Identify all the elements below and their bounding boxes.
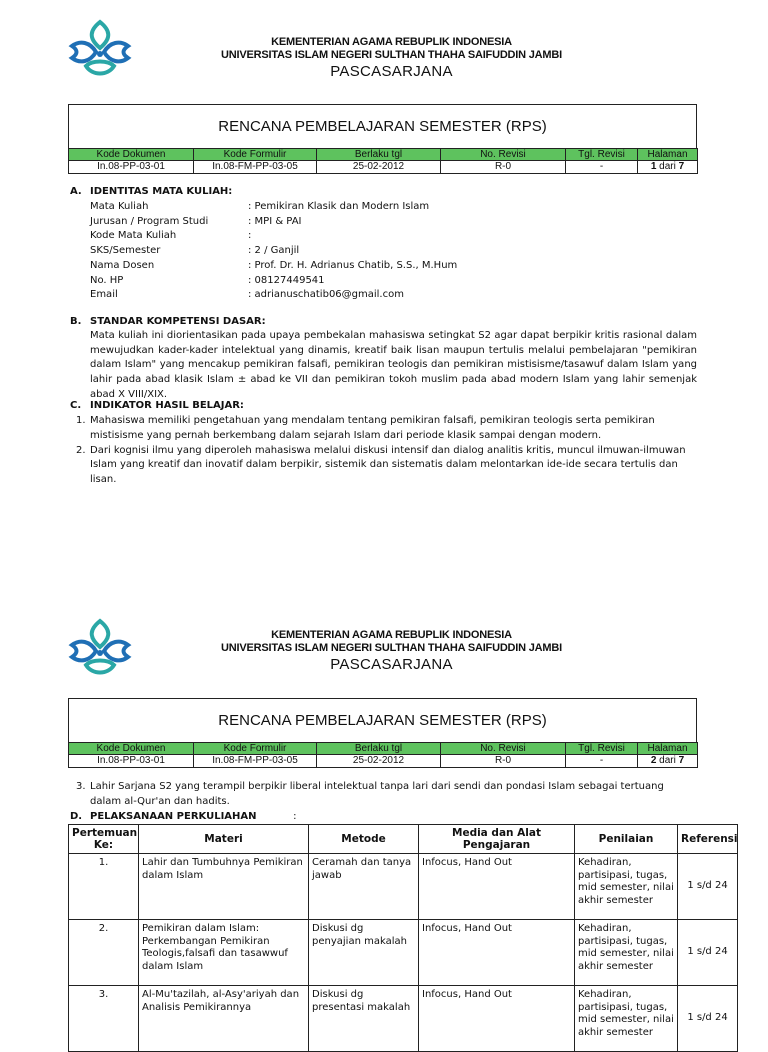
reference-cell: 1 s/d 24	[678, 854, 738, 920]
document-info-table	[68, 742, 698, 768]
document-title: RENCANA PEMBELAJARAN SEMESTER (RPS)	[68, 698, 697, 743]
valid-date: 25-02-2012	[317, 755, 441, 768]
table-row	[69, 920, 738, 986]
doc-col-header: Halaman	[638, 743, 698, 755]
section-b-title: B. STANDAR KOMPETENSI DASAR:	[70, 316, 266, 327]
method-cell: Ceramah dan tanya jawab	[309, 854, 419, 920]
document-info-value-row	[69, 161, 698, 174]
form-code: In.08-FM-PP-03-05	[194, 161, 317, 174]
media-cell: Infocus, Hand Out	[419, 854, 575, 920]
identity-row: Email : adrianuschatib06@gmail.com	[90, 289, 404, 301]
revision-date: -	[566, 161, 638, 174]
reference-cell: 1 s/d 24	[678, 920, 738, 986]
doc-col-header: Tgl. Revisi	[566, 743, 638, 755]
sched-col-header: Referensi	[678, 825, 738, 854]
document-info-header-row	[69, 743, 698, 755]
doc-col-header: Kode Formulir	[194, 743, 317, 755]
competency-paragraph: Mata kuliah ini diorientasikan pada upaya pembekalan mahasiswa setingkat S2 agar dapat berpikir kritis rasional dalam mewujudkan kader-kader intelektual yang dinamis, kreatif baik lisan maupun tertulis melalui pembelajaran "pemikiran dalam Islam" yang mencakup pemikiran falsafi, pemikiran teologis dan pemikiran mistisisme/tasawuf dalam Islam yang lahir pada abad klasik Islam ± abad ke VII dan pemikiran tokoh muslim pada abad modern Islam yang lahir semenjak abad X VIII/XIX.	[90, 330, 697, 400]
page-number: 1 dari 7	[638, 161, 698, 174]
faculty-title: PASCASARJANA	[330, 63, 453, 80]
document-info-value-row	[69, 755, 698, 768]
section-a-title: A. IDENTITAS MATA KULIAH:	[70, 186, 233, 197]
schedule-header-row	[69, 825, 738, 854]
sched-col-header: Pertemuan Ke:	[69, 825, 139, 854]
table-row	[69, 986, 738, 1052]
document-title: RENCANA PEMBELAJARAN SEMESTER (RPS)	[68, 104, 697, 149]
doc-code: In.08-PP-03-01	[69, 755, 194, 768]
doc-col-header: Berlaku tgl	[317, 149, 441, 161]
meeting-number: 3.	[69, 986, 139, 1052]
method-cell: Diskusi dg presentasi makalah	[309, 986, 419, 1052]
identity-row: Jurusan / Program Studi : MPI & PAI	[90, 215, 302, 227]
sched-col-header: Media dan Alat Pengajaran	[419, 825, 575, 854]
form-code: In.08-FM-PP-03-05	[194, 755, 317, 768]
doc-col-header: No. Revisi	[441, 743, 566, 755]
assessment-cell: Kehadiran, partisipasi, tugas, mid semester, nilai akhir semester	[575, 920, 678, 986]
university-title: UNIVERSITAS ISLAM NEGERI SULTHAN THAHA SAIFUDDIN JAMBI	[220, 642, 562, 654]
section-c-title: C. INDIKATOR HASIL BELAJAR:	[70, 400, 244, 411]
sched-col-header: Penilaian	[575, 825, 678, 854]
page-number: 2 dari 7	[638, 755, 698, 768]
indicator-item: 2. Dari kognisi ilmu yang diperoleh mahasiswa melalui diskusi intensif dan dialog analitis kritis, muncul ilmuwan-ilmuwan Islam yang kreatif dan inovatif dalam berpikir, sistemik dan sistematis dalam melontarkan ide-ide secara tertulis dan lisan.	[76, 444, 686, 485]
revision-no: R-0	[441, 755, 566, 768]
material-cell: Pemikiran dalam Islam: Perkembangan Pemikiran Teologis,falsafi dan tasawwuf dalam Islam	[139, 920, 309, 986]
page-2	[0, 597, 768, 1038]
identity-row: Kode Mata Kuliah :	[90, 230, 252, 242]
identity-row: Nama Dosen : Prof. Dr. H. Adrianus Chatib, S.S., M.Hum	[90, 259, 458, 271]
faculty-title: PASCASARJANA	[330, 656, 453, 673]
meeting-number: 1.	[69, 854, 139, 920]
doc-code: In.08-PP-03-01	[69, 161, 194, 174]
sched-col-header: Metode	[309, 825, 419, 854]
schedule-table	[68, 824, 738, 1052]
doc-col-header: Kode Formulir	[194, 149, 317, 161]
media-cell: Infocus, Hand Out	[419, 986, 575, 1052]
identity-row: Mata Kuliah : Pemikiran Klasik dan Modern Islam	[90, 201, 430, 212]
assessment-cell: Kehadiran, partisipasi, tugas, mid semester, nilai akhir semester	[575, 854, 678, 920]
table-row	[69, 854, 738, 920]
doc-col-header: Kode Dokumen	[69, 743, 194, 755]
sched-col-header: Materi	[139, 825, 309, 854]
indicator-item: 1. Mahasiswa memiliki pengetahuan yang mendalam tentang pemikiran falsafi, pemikiran teologis serta pemikiran mistisisme yang pernah berkembang dalam sejarah Islam dari periode klasik sampai dengan modern.	[76, 415, 655, 441]
identity-row: No. HP : 08127449541	[90, 274, 325, 286]
document-info-table	[68, 148, 698, 174]
university-logo-icon	[66, 16, 134, 84]
media-cell: Infocus, Hand Out	[419, 920, 575, 986]
material-cell: Al-Mu'tazilah, al-Asy'ariyah dan Analisis Pemikirannya	[139, 986, 309, 1052]
ministry-title: KEMENTERIAN AGAMA REBUPLIK INDONESIA	[271, 629, 512, 641]
doc-col-header: No. Revisi	[441, 149, 566, 161]
reference-cell: 1 s/d 24	[678, 986, 738, 1052]
revision-date: -	[566, 755, 638, 768]
valid-date: 25-02-2012	[317, 161, 441, 174]
meeting-number: 2.	[69, 920, 139, 986]
university-logo-icon	[66, 615, 134, 683]
document-info-header-row	[69, 149, 698, 161]
indicator-item: 3. Lahir Sarjana S2 yang terampil berpikir liberal intelektual tanpa lari dari sendi dan pondasi Islam sebagai tertuang dalam al-Qur'an dan hadits.	[76, 781, 664, 807]
doc-col-header: Kode Dokumen	[69, 149, 194, 161]
university-title: UNIVERSITAS ISLAM NEGERI SULTHAN THAHA SAIFUDDIN JAMBI	[220, 49, 562, 61]
identity-row: SKS/Semester : 2 / Ganjil	[90, 245, 300, 257]
assessment-cell: Kehadiran, partisipasi, tugas, mid semester, nilai akhir semester	[575, 986, 678, 1052]
doc-col-header: Tgl. Revisi	[566, 149, 638, 161]
ministry-title: KEMENTERIAN AGAMA REBUPLIK INDONESIA	[271, 36, 512, 48]
doc-col-header: Berlaku tgl	[317, 743, 441, 755]
material-cell: Lahir dan Tumbuhnya Pemikiran dalam Islam	[139, 854, 309, 920]
doc-col-header: Halaman	[638, 149, 698, 161]
section-d-title: D. PELAKSANAAN PERKULIAHAN :	[70, 811, 297, 822]
method-cell: Diskusi dg penyajian makalah	[309, 920, 419, 986]
revision-no: R-0	[441, 161, 566, 174]
